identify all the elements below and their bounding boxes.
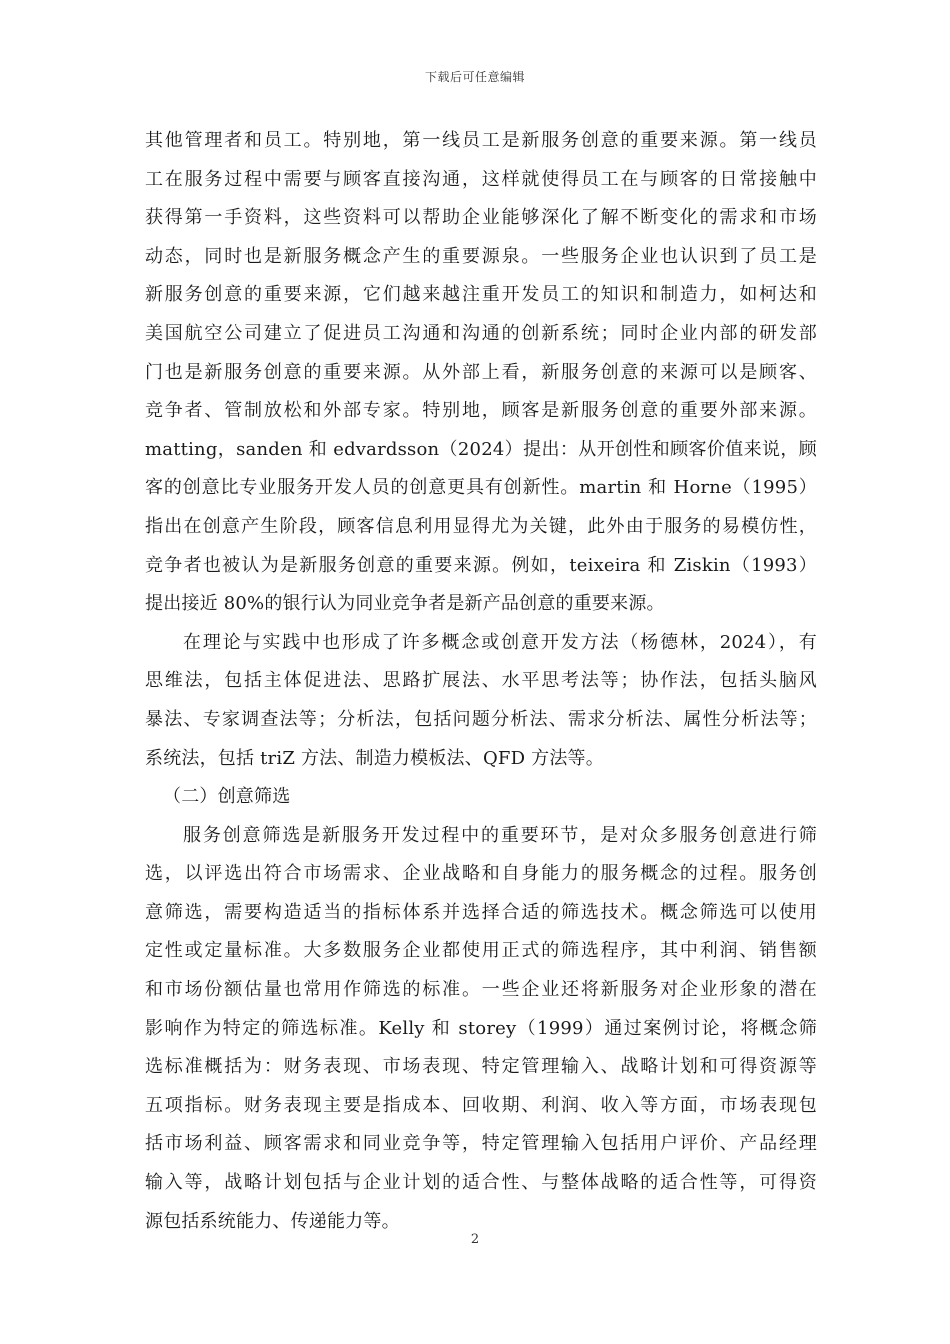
text-line: 服务创意筛选是新服务开发过程中的重要环节，是对众多服务创意进行筛 [183,824,817,846]
text-line: 五项指标。财务表现主要是指成本、回收期、利润、收入等方面，市场表现包 [145,1094,817,1116]
text-line: 输入等，战略计划包括与企业计划的适合性、与整体战略的适合性等，可得资 [145,1172,817,1194]
text-line: matting，sanden 和 edvardsson（2024）提出：从开创性和顾客价值来说，顾 [145,438,817,460]
section-heading: （二）创意筛选 [163,786,291,808]
text-line: 意筛选，需要构造适当的指标体系并选择合适的筛选技术。概念筛选可以使用 [145,901,817,923]
text-line: 竞争者、管制放松和外部专家。特别地，顾客是新服务创意的重要外部来源。 [145,400,817,422]
text-line: 源包括系统能力、传递能力等。 [145,1210,400,1232]
text-line: 和市场份额估量也常用作筛选的标准。一些企业还将新服务对企业形象的潜在 [145,979,817,1001]
text-line: 括市场利益、顾客需求和同业竞争等，特定管理输入包括用户评价、产品经理 [145,1133,817,1155]
paragraph [145,122,817,624]
text-line: 竞争者也被认为是新服务创意的重要来源。例如，teixeira 和 Ziskin（1993） [145,554,817,576]
text-line: 其他管理者和员工。特别地，第一线员工是新服务创意的重要来源。第一线员 [145,130,817,151]
text-line: 选，以评选出符合市场需求、企业战略和自身能力的服务概念的过程。服务创 [145,863,817,885]
text-line: 门也是新服务创意的重要来源。从外部上看，新服务创意的来源可以是顾客、 [145,361,817,383]
paragraph [145,817,817,1242]
text-line: 新服务创意的重要来源，它们越来越注重开发员工的知识和制造力，如柯达和 [145,284,817,306]
text-line: 暴法、专家调查法等；分析法，包括问题分析法、需求分析法、属性分析法等； [145,708,817,730]
text-line: 指出在创意产生阶段，顾客信息利用显得尤为关键，此外由于服务的易模仿性， [145,515,817,537]
text-line: 思维法，包括主体促进法、思路扩展法、水平思考法等；协作法，包括头脑风 [145,670,817,692]
text-line: 美国航空公司建立了促进员工沟通和沟通的创新系统；同时企业内部的研发部 [145,322,817,344]
text-line: 选标准概括为：财务表现、市场表现、特定管理输入、战略计划和可得资源等 [145,1056,817,1078]
page-header: 下载后可任意编辑 [424,70,525,84]
text-line: 定性或定量标准。大多数服务企业都使用正式的筛选程序，其中利润、销售额 [145,940,817,962]
text-line: 影响作为特定的筛选标准。Kelly 和 storey（1999）通过案例讨论，将概念筛 [145,1017,817,1039]
document-body [145,122,817,1241]
page-number: 2 [470,1232,480,1247]
text-line: 获得第一手资料，这些资料可以帮助企业能够深化了解不断变化的需求和市场 [145,207,817,229]
paragraph [145,624,817,778]
text-line: 在理论与实践中也形成了许多概念或创意开发方法（杨德林，2024），有 [183,631,817,653]
text-line: 提出接近 80%的银行认为同业竞争者是新产品创意的重要来源。 [145,593,665,615]
text-line: 工在服务过程中需要与顾客直接沟通，这样就使得员工在与顾客的日常接触中 [145,168,817,190]
text-line: 系统法，包括 triZ 方法、制造力模板法、QFD 方法等。 [145,747,604,769]
text-line: 动态，同时也是新服务概念产生的重要源泉。一些服务企业也认识到了员工是 [145,245,817,267]
text-line: 客的创意比专业服务开发人员的创意更具有创新性。martin 和 Horne（1995） [145,477,817,499]
